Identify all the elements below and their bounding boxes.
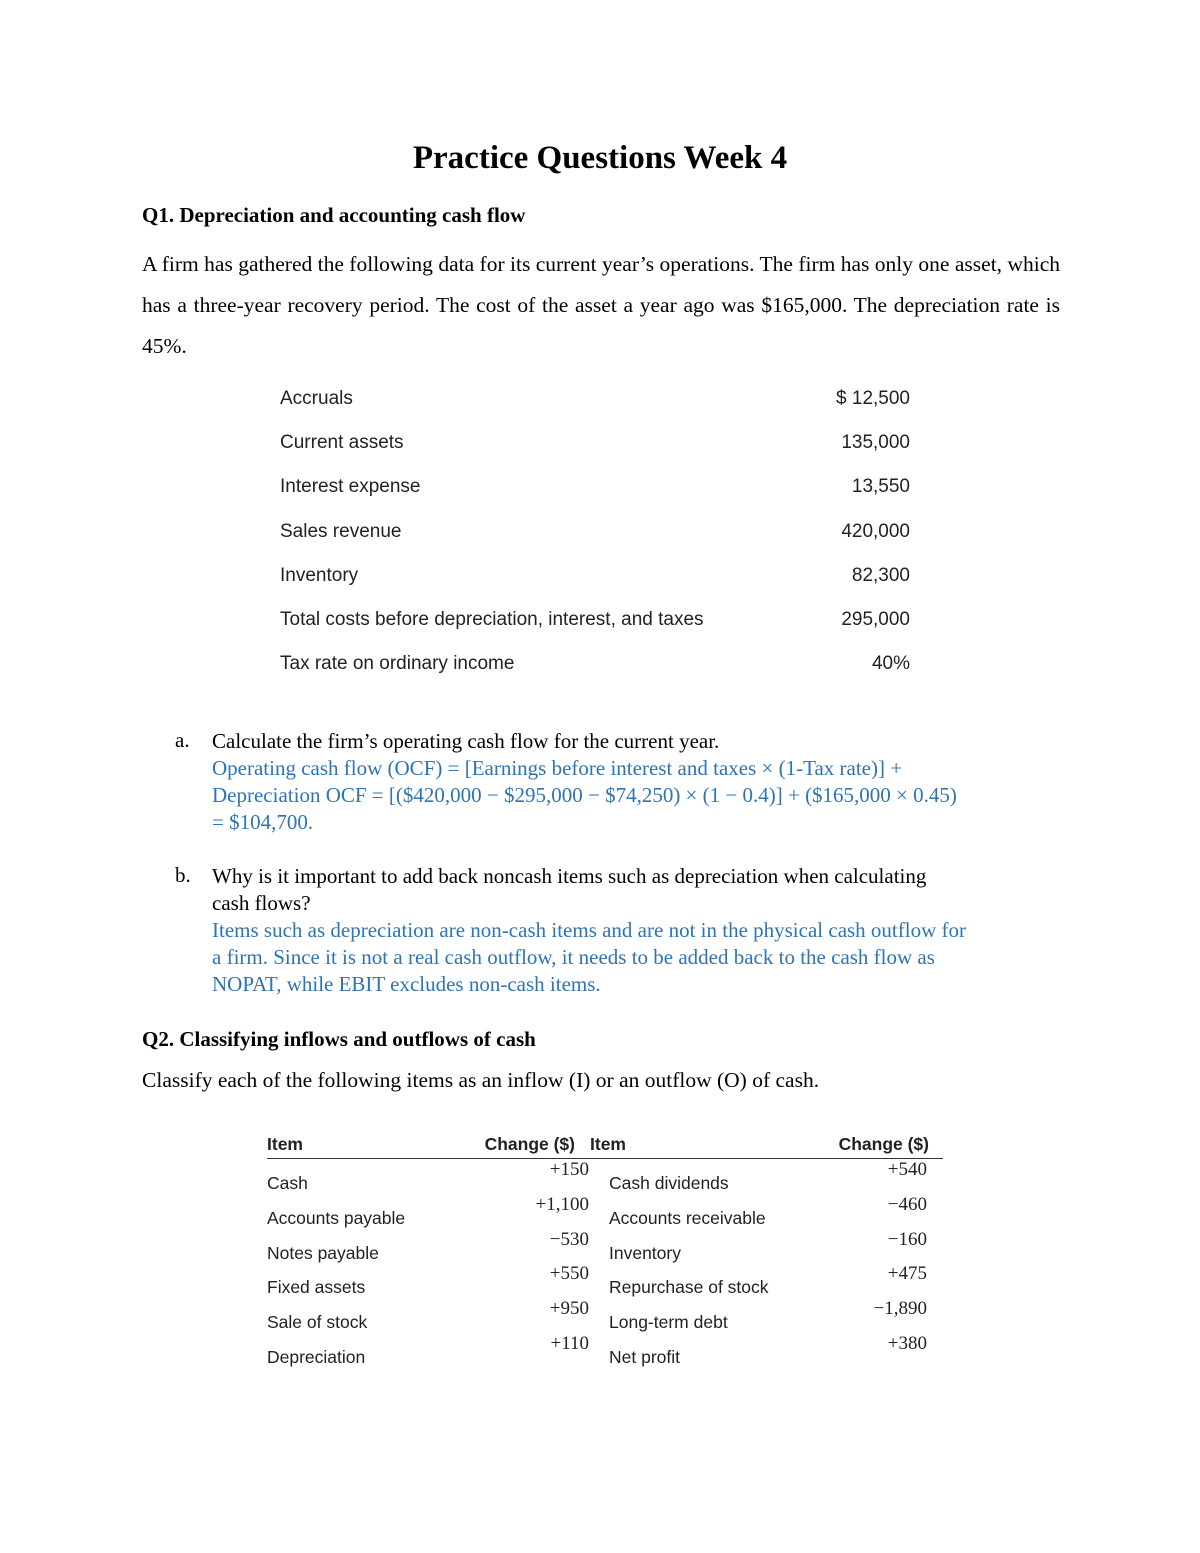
change-cell: −460 xyxy=(887,1193,927,1215)
part-a-answer-line: = $104,700. xyxy=(212,810,314,834)
header-change: Change ($) xyxy=(484,1133,575,1154)
change-cell: +1,100 xyxy=(535,1193,589,1215)
data-value: 295,000 xyxy=(841,609,910,631)
item-cell: Net profit xyxy=(609,1346,680,1367)
data-label: Current assets xyxy=(280,432,404,454)
item-cell: Inventory xyxy=(609,1242,681,1263)
part-b-answer-line: Items such as depreciation are non-cash items and are not in the physical cash outflow for xyxy=(212,918,967,942)
data-label: Accruals xyxy=(280,388,353,410)
data-row xyxy=(280,554,910,598)
item-cell: Cash xyxy=(267,1173,308,1193)
item-cell: Depreciation xyxy=(267,1346,366,1367)
q1-part-a xyxy=(175,728,1065,836)
cash-flow-table xyxy=(267,1130,943,1368)
change-cell: +150 xyxy=(549,1159,589,1180)
data-value: 40% xyxy=(871,653,910,675)
change-cell: +110 xyxy=(550,1332,589,1354)
part-a-marker: a. xyxy=(175,728,190,752)
data-row xyxy=(280,377,910,421)
change-cell: +950 xyxy=(549,1298,589,1320)
header-change-2: Change ($) xyxy=(838,1133,929,1154)
item-cell: Fixed assets xyxy=(267,1277,366,1298)
change-cell: −160 xyxy=(887,1228,927,1250)
header-item: Item xyxy=(267,1133,303,1154)
q1-data-table xyxy=(280,377,910,686)
table-row xyxy=(267,1194,943,1229)
data-row xyxy=(280,465,910,509)
q2-intro: Classify each of the following items as an inflow (I) or an outflow (O) of cash. xyxy=(142,1068,820,1092)
data-label: Inventory xyxy=(280,564,359,586)
change-cell: +540 xyxy=(887,1159,927,1180)
header-item-2: Item xyxy=(590,1133,626,1154)
item-cell: Notes payable xyxy=(267,1242,379,1263)
table-row xyxy=(267,1263,943,1298)
table-row xyxy=(267,1298,943,1333)
change-cell: −530 xyxy=(549,1228,589,1250)
data-value: $ 12,500 xyxy=(836,388,910,410)
part-a-answer-line: Operating cash flow (OCF) = [Earnings before interest and taxes × (1-Tax rate)] + xyxy=(212,756,903,780)
table-header xyxy=(267,1130,943,1159)
item-cell: Cash dividends xyxy=(609,1173,729,1193)
q2-heading: Q2. Classifying inflows and outflows of cash xyxy=(142,1027,536,1051)
item-cell: Long-term debt xyxy=(609,1312,728,1333)
part-b-question-line: Why is it important to add back noncash items such as depreciation when calculating xyxy=(212,864,927,888)
part-b-answer-line: a firm. Since it is not a real cash outflow, it needs to be added back to the cash flow as xyxy=(212,945,935,969)
data-value: 13,550 xyxy=(851,476,910,498)
change-cell: +380 xyxy=(887,1332,927,1354)
data-row xyxy=(280,598,910,642)
data-value: 420,000 xyxy=(841,520,910,542)
part-b-marker: b. xyxy=(175,863,191,887)
data-label: Tax rate on ordinary income xyxy=(280,653,515,675)
change-cell: +475 xyxy=(887,1263,927,1285)
change-cell: +550 xyxy=(549,1263,589,1285)
data-row xyxy=(280,510,910,554)
item-cell: Accounts payable xyxy=(267,1207,406,1228)
data-value: 135,000 xyxy=(841,432,910,454)
data-label: Interest expense xyxy=(280,476,421,498)
q1-heading: Q1. Depreciation and accounting cash flow xyxy=(142,203,526,227)
part-b-question-line: cash flows? xyxy=(212,891,311,915)
table-row xyxy=(267,1229,943,1264)
table-row xyxy=(267,1159,943,1194)
q1-part-b xyxy=(175,863,1065,998)
item-cell: Repurchase of stock xyxy=(609,1277,769,1298)
part-b-answer-line: NOPAT, while EBIT excludes non-cash items. xyxy=(212,972,601,996)
data-value: 82,300 xyxy=(851,564,910,586)
data-row xyxy=(280,642,910,686)
data-label: Sales revenue xyxy=(280,520,402,542)
data-row xyxy=(280,421,910,465)
change-cell: −1,890 xyxy=(873,1298,927,1320)
part-a-answer-line: Depreciation OCF = [($420,000 − $295,000 − $74,250) × (1 − 0.4)] + ($165,000 × 0.45) xyxy=(212,783,957,807)
item-cell: Accounts receivable xyxy=(609,1207,766,1228)
table-row xyxy=(267,1333,943,1368)
q1-intro: A firm has gathered the following data for its current year’s operations. The firm has only one asset, which has a three-year recovery period. The cost of the asset a year ago was $165,000. The depreciation rate is 45%. xyxy=(142,252,1060,358)
page-title: Practice Questions Week 4 xyxy=(412,140,788,176)
part-a-question: Calculate the firm’s operating cash flow for the current year. xyxy=(212,729,720,753)
data-label: Total costs before depreciation, interest, and taxes xyxy=(280,609,704,631)
item-cell: Sale of stock xyxy=(267,1312,368,1333)
